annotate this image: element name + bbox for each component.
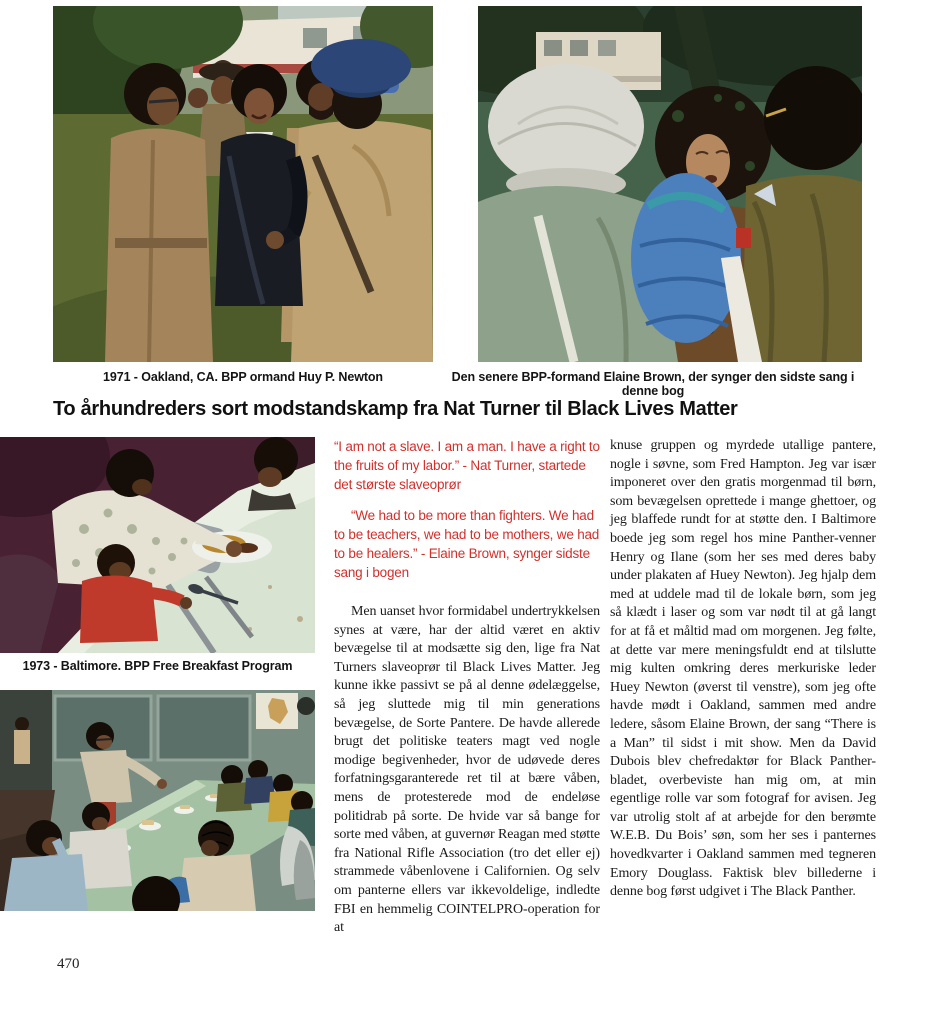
photo-breakfast-program bbox=[0, 437, 315, 653]
photo-huey-newton-illustration bbox=[53, 6, 433, 362]
quote-nat-turner: “I am not a slave. I am a man. I have a right to the fruits of my labor.” - Nat Turner, startede det største slaveoprør bbox=[334, 439, 600, 492]
article-column-right bbox=[610, 437, 876, 902]
photo-elaine-brown-outdoors bbox=[478, 6, 862, 362]
caption-huey-newton: 1971 - Oakland, CA. BPP ormand Huy P. Newton bbox=[103, 370, 383, 384]
article-headline: To århundreders sort modstandskamp fra Nat Turner til Black Lives Matter bbox=[53, 398, 738, 420]
quote-elaine-brown: “We had to be more than fighters. We had to be teachers, we had to be mothers, we had to be healers.” - Elaine Brown, synger sidste sang i bogen bbox=[334, 508, 600, 580]
article-paragraph-middle: Men uanset hvor formidabel undertrykkelsen synes at være, har der altid været en aktiv bevægelse til at modsætte sig den, lige fra Nat Turners slaveoprør til Black Lives Matter. Jeg kunne ikke passivt se på al denne ødelæggelse, så jeg sluttede mig til min generations bevægelse, de Sorte Pantere. De havde allerede brugt det politiske teaters magt ved nogle modige begivenheder, hvor de udøvede deres forfatningsgaranterede ret til at bære våben, mens de protesterede mod de endeløse politidrab på sorte. De hvide var så bange for sorte med våben, at guvernør Reagan med støtte fra National Rifle Association (tro det eller ej) strammede våbenlovene i Californien. Og selv om panterne ellers var ikkevoldelige, indledte FBI en hemmelig COINTELPRO-operation for at bbox=[334, 604, 600, 936]
caption-elaine-brown: Den senere BPP-formand Elaine Brown, der synger den sidste sang i denne bog bbox=[451, 370, 855, 398]
caption-breakfast-program: 1973 - Baltimore. BPP Free Breakfast Program bbox=[22, 659, 293, 673]
photo-elaine-brown-illustration bbox=[478, 6, 862, 362]
article-paragraph-right: knuse gruppen og myrdede utallige pantere, nogle i søvne, som Fred Hampton. Jeg var især imponeret over den gratis morgenmad til børn, som bevægelsen oprettede i mange ghettoer, og jeg blaffede rundt for at støtte den. I Baltimore boede jeg som regel hos mine Panther-venner Henry og Ilane (som her ses med deres baby under plakaten af Huey Newton). Jeg hjalp dem med at uddele mad til de lokale børn, som jeg så klædt i laser og som var nødt til at gå langt for at få et måltid mad om morgenen. Jeg følte, at dette var mere meningsfuldt end at tilslutte mig kulten omkring deres merkuriske leder Huey Newton (øverst til venstre), som jeg ofte havde mødt i Oakland, sammen med andre ledere, såsom Elaine Brown, der sang “There is a Man” til sidst i mit show. Men da David Dubois blev chefredaktør for Black Panther-bladet, overbeviste han mig om, at min egentlige rolle var som fotograf for avisen. Jeg var utrolig stolt af at arbejde for den berømte W.E.B. Du Bois’ søn, som her ses i panternes hovedkvarter i Oakland sammen med tegneren Emory Douglass. Faktisk blev billederne i denne bog først udgivet i The Black Panther. bbox=[610, 438, 876, 900]
page-number: 470 bbox=[57, 956, 80, 972]
photo-long-table-illustration bbox=[0, 690, 315, 911]
photo-breakfast-illustration bbox=[0, 437, 315, 653]
article-column-middle bbox=[334, 437, 600, 938]
photo-breakfast-long-table bbox=[0, 690, 315, 911]
photo-huey-newton-park bbox=[53, 6, 433, 362]
